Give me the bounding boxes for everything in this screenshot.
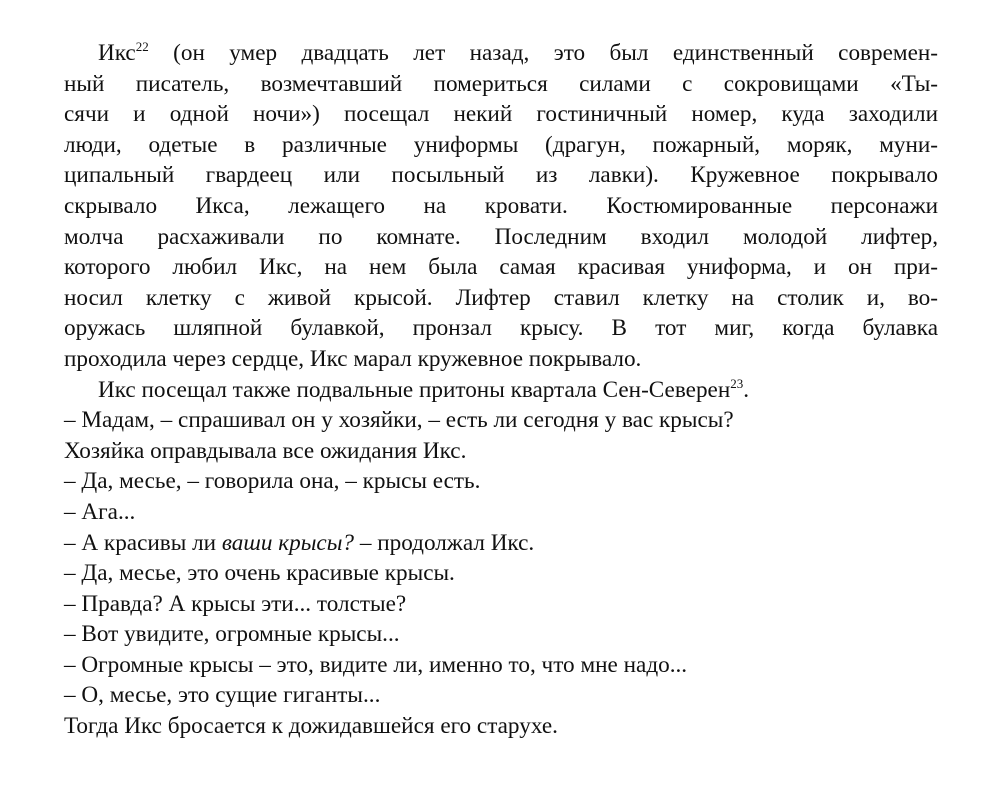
paragraph-1: [64, 38, 938, 375]
text-line: проходила через сердце, Икс марал кружевное покрывало.: [64, 345, 642, 372]
text-line: ный писатель, возмечтавший помериться силами с сокровищами «Ты-: [64, 70, 938, 97]
book-page: [64, 38, 938, 742]
text-line: Икс$^{22}$ (он умер двадцать лет назад, это был единственный современ-: [98, 39, 938, 66]
text-line: которого любил Икс, на нем была самая красивая униформа, и он при-: [64, 254, 938, 281]
italic-phrase: ваши крысы?: [221, 529, 355, 556]
text-line: носил клетку с живой крысой. Лифтер ставил клетку на столик и, во-: [64, 284, 938, 311]
dialogue-line: – О, месье, это сущие гиганты...: [64, 682, 381, 709]
dialogue-line: – Ага...: [64, 498, 136, 525]
dialogue-line: – Огромные крысы – это, видите ли, именно то, что мне надо...: [64, 651, 688, 678]
text-line: молча расхаживали по комнате. Последним входил молодой лифтер,: [64, 223, 938, 250]
text-line: ципальный гвардеец или посыльный из лавки). Кружевное покрывало: [64, 162, 938, 189]
dialogue-line: – Мадам, – спрашивал он у хозяйки, – есть ли сегодня у вас крысы?: [64, 407, 734, 434]
text-line: люди, одетые в различные униформы (драгун, пожарный, моряк, муни-: [64, 131, 938, 158]
paragraph-2: [64, 375, 938, 406]
footnote-ref: 23: [730, 375, 744, 391]
dialogue-line: – Да, месье, – говорила она, – крысы есть.: [64, 468, 481, 495]
text-line: оружась шляпной булавкой, пронзал крысу. В тот миг, когда булавка: [64, 315, 938, 342]
dialogue-line: – Вот увидите, огромные крысы...: [64, 621, 400, 648]
dialogue-line: – Да, месье, это очень красивые крысы.: [64, 560, 455, 587]
dialogue-line: Хозяйка оправдывала все ожидания Икс.: [64, 437, 467, 464]
text-line: Икс посещал также подвальные притоны квартала Сен-Северен$^{23}$.: [98, 375, 750, 403]
dialogue-line: – Правда? А крысы эти... толстые?: [64, 590, 407, 617]
text-line: сячи и одной ночи») посещал некий гостиничный номер, куда заходили: [64, 101, 938, 128]
text-line: скрывало Икса, лежащего на кровати. Костюмированные персонажи: [64, 192, 938, 219]
footnote-ref: 22: [135, 39, 149, 54]
dialogue-line: Тогда Икс бросается к дожидавшейся его старухе.: [64, 713, 558, 740]
dialogue-line: – А красивы ли ваши крысы? – продолжал Икс.: [64, 529, 535, 556]
dialogue: [64, 405, 938, 742]
